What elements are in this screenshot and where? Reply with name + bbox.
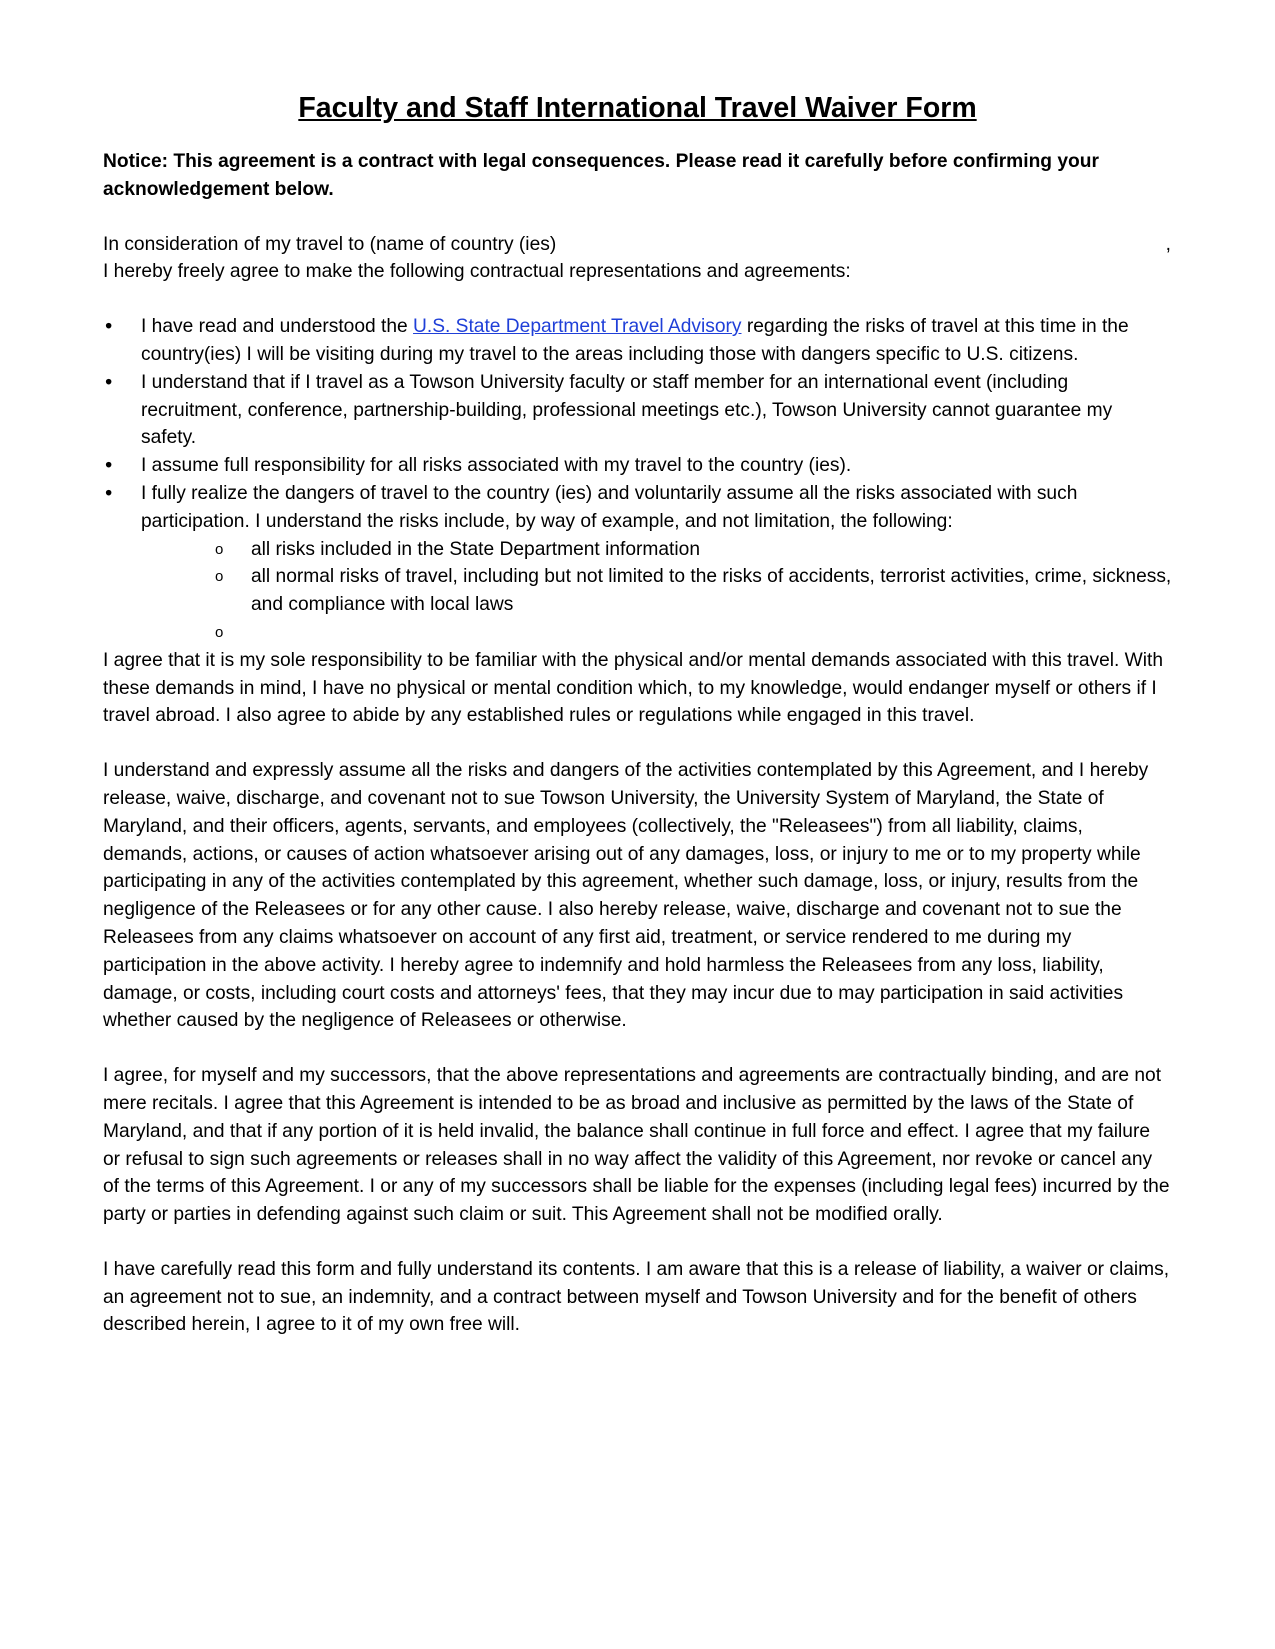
bullet-1-text-end: regarding the risks of travel at this time in the country(ies) I will be visiting during my travel to the areas including those with dangers specific to U.S. citizens. [141,316,1129,365]
legal-notice: Notice: This agreement is a contract with legal consequences. Please read it carefully before confirming your acknowledgement below. [103,151,1099,200]
form-title: Faculty and Staff International Travel Waiver Form [298,92,977,124]
release-paragraph: I understand and expressly assume all the risks and dangers of the activities contemplated by this Agreement, and I hereby release, waive, discharge, and covenant not to sue Towson University, the University System of Maryland, the State of Maryland, and their officers, agents, servants, and employees (collectively, the "Releasees") from all liability, claims, demands, actions, or causes of action whatsoever arising out of any damages, loss, or injury to me or to my property while participating in any of the activities contemplated by this agreement, whether such damage, loss, or injury, results from the negligence of the Releasees or for any other cause. I also hereby release, waive, discharge and covenant not to sue the Releasees from any claims whatsoever on account of any first aid, treatment, or service rendered to me during my participation in the above activity. I hereby agree to indemnify and hold harmless the Releasees from any loss, liability, damage, or costs, including court costs and attorneys' fees, that they may incur due to may participation in said activities whether caused by the negligence of Releasees or otherwise. [103,760,1149,1032]
sub-list-item: o all normal risks of travel, including but not limited to the risks of accidents, terrorist activities, crime, sickness, and compliance with local laws [215,563,1172,619]
representations-list [103,313,1172,647]
sub-list-item-empty [215,619,1172,647]
acknowledgement-paragraph: I have carefully read this form and fully understand its contents. I am aware that this is a release of liability, a waiver or claims, an agreement not to sue, an indemnity, and a contract between myself and Towson University and for the benefit of others described herein, I agree to it of my own free will. [103,1258,1170,1336]
bullet-4-text: I fully realize the dangers of travel to the country (ies) and voluntarily assume all the risks associated with such participation. I understand the risks include, by way of example, and not limitation, the following: [141,482,1078,532]
bullet-1-text-start: I have read and understood the [141,316,414,338]
list-item [103,313,1172,369]
list-item: • I understand that if I travel as a Towson University faculty or staff member for an international event (including recruitment, conference, partnership-building, professional meetings etc.), Towson University cannot guarantee my safety. [103,369,1172,452]
risks-sublist [141,536,1172,647]
intro-statement [103,231,1172,287]
responsibility-paragraph: I agree that it is my sole responsibility to be familiar with the physical and/or mental demands associated with this travel. With these demands in mind, I have no physical or mental condition which, to my knowledge, would endanger myself or others if I travel abroad. I also agree to abide by any established rules or regulations while engaged in this travel. [103,649,1164,727]
sub-list-item: o all risks included in the State Department information [215,536,1172,564]
country-prompt: In consideration of my travel to (name of country (ies) [103,233,557,255]
list-item [103,480,1172,647]
travel-advisory-link[interactable]: U.S. State Department Travel Advisory [413,316,742,338]
agreement-intro: I hereby freely agree to make the following contractual representations and agreements: [103,261,851,283]
binding-paragraph: I agree, for myself and my successors, that the above representations and agreements are contractually binding, and are not mere recitals. I agree that this Agreement is intended to be as broad and inclusive as permitted by the laws of the State of Maryland, and that if any portion of it is held invalid, the balance shall continue in full force and effect. I agree that my failure or refusal to sign such agreements or releases shall in no way affect the validity of this Agreement, nor revoke or cancel any of the terms of this Agreement. I or any of my successors shall be liable for the expenses (including legal fees) incurred by the party or parties in defending against such claim or suit. This Agreement shall not be modified orally. [103,1065,1170,1226]
country-line-comma: , [1165,233,1171,255]
country-line [103,231,1172,259]
list-item: • I assume full responsibility for all risks associated with my travel to the country (ies). [103,452,1172,480]
